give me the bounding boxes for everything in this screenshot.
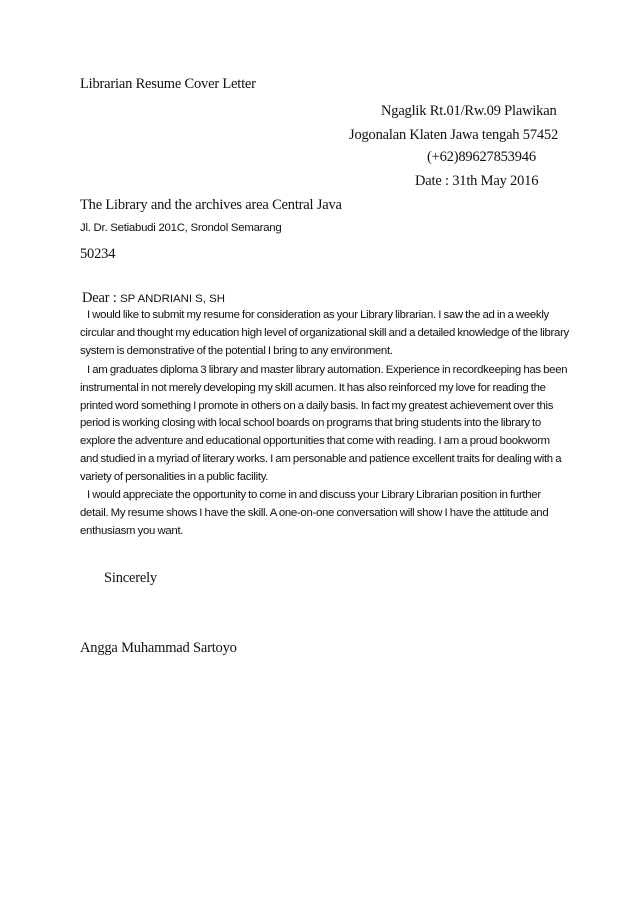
salutation <box>82 289 225 307</box>
signature-name: Angga Muhammad Sartoyo <box>80 640 237 656</box>
sender-address-line1: Ngaglik Rt.01/Rw.09 Plawikan <box>381 103 557 119</box>
letter-title: Librarian Resume Cover Letter <box>80 76 256 92</box>
salutation-prefix: Dear : <box>82 290 121 306</box>
body-paragraph-2: I am graduates diploma 3 library and master library automation. Experience in recordkeeping has been instrumental in not merely developing my skill acumen. It has also reinforced my love for reading the printed word something I promote in others on a daily basis. In fact my greatest achievement over this period is working closing with local school boards on programs that bring students into the library to explore the adventure and educational opportunities that come with reading. I am a proud bookworm and studied in a myriad of literary works. I am personable and patience excellent traits for dealing with a variety of personalities in a public facility. <box>80 364 568 483</box>
body-paragraph-3: I would appreciate the opportunity to come in and discuss your Library Librarian position in further detail. My resume shows I have the skill. A one-on-one conversation will show I have the attitude and enthusiasm you want. <box>80 489 549 537</box>
sender-phone: (+62)89627853946 <box>427 149 536 165</box>
recipient-street: Jl. Dr. Setiabudi 201C, Srondol Semarang <box>80 222 282 234</box>
recipient-postal-code: 50234 <box>80 246 116 262</box>
sender-address-line2: Jogonalan Klaten Jawa tengah 57452 <box>349 127 559 143</box>
closing: Sincerely <box>104 570 157 586</box>
letter-date: Date : 31th May 2016 <box>415 173 539 189</box>
recipient-organization: The Library and the archives area Central Java <box>80 197 342 213</box>
salutation-name: SP ANDRIANI S, SH <box>120 293 225 305</box>
body-paragraph-1: I would like to submit my resume for consideration as your Library librarian. I saw the ad in a weekly circular and thought my education high level of organizational skill and a detailed knowledge of the library system is demonstrative of the potential I bring to any environment. <box>80 309 569 357</box>
